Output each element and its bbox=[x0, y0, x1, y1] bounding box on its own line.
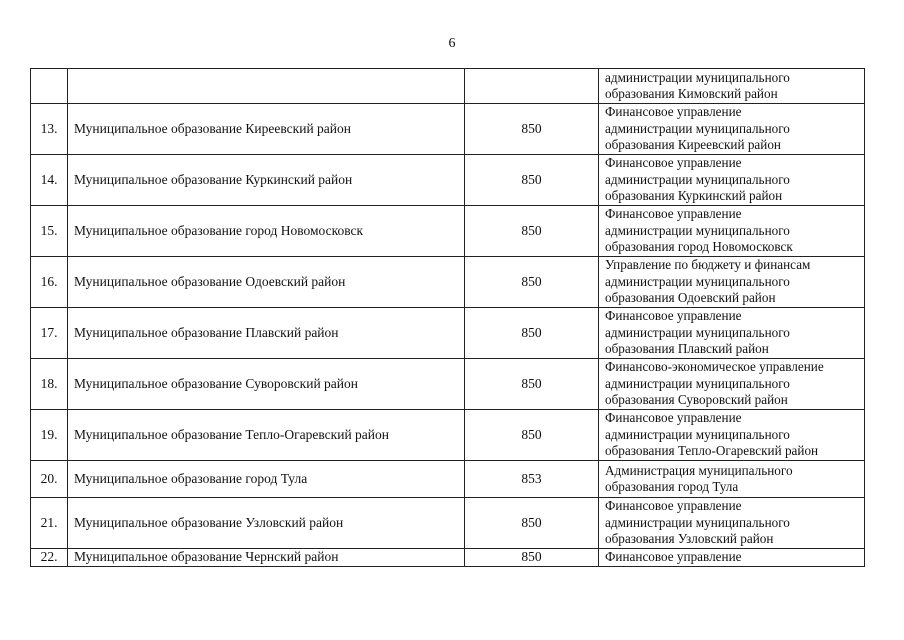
row-number-cell: 18. bbox=[31, 359, 68, 410]
financial-authority-cell bbox=[599, 206, 865, 257]
page-number: 6 bbox=[448, 36, 456, 51]
financial-authority-line: образования Узловский район bbox=[605, 531, 774, 547]
financial-authority-cell bbox=[599, 257, 865, 308]
municipality-name-cell: Муниципальное образование Узловский район bbox=[68, 498, 465, 549]
municipality-name-cell: Муниципальное образование Куркинский район bbox=[68, 155, 465, 206]
financial-authority-line: администрации муниципального bbox=[605, 222, 790, 238]
table-body bbox=[31, 69, 865, 567]
municipality-name-cell: Муниципальное образование Чернский район bbox=[68, 549, 465, 567]
financial-authority-line: Финансово-экономическое управление bbox=[605, 359, 824, 375]
row-number-cell: 15. bbox=[31, 206, 68, 257]
financial-authority-line: образования Суворовский район bbox=[605, 392, 788, 408]
financial-authority-line: Финансовое управление bbox=[605, 410, 742, 426]
financial-authority-line: образования Куркинский район bbox=[605, 188, 783, 204]
admin-code-cell: 850 bbox=[465, 308, 599, 359]
financial-authority-line: образования Кимовский район bbox=[605, 86, 778, 101]
financial-authority-line: администрации муниципального bbox=[605, 273, 790, 289]
financial-authority-line: Финансовое управление bbox=[605, 104, 742, 120]
municipality-name-cell: Муниципальное образование Одоевский район bbox=[68, 257, 465, 308]
table-row bbox=[31, 498, 865, 549]
row-number-cell: 14. bbox=[31, 155, 68, 206]
admin-code-cell: 850 bbox=[465, 104, 599, 155]
admin-code-cell: 853 bbox=[465, 461, 599, 498]
municipality-name-cell: Муниципальное образование Киреевский район bbox=[68, 104, 465, 155]
municipality-name-cell: Муниципальное образование город Тула bbox=[68, 461, 465, 498]
financial-authority-line: Финансовое управление bbox=[605, 155, 742, 171]
table-row bbox=[31, 461, 865, 498]
financial-authority-cell bbox=[599, 155, 865, 206]
financial-authority-line: образования Тепло-Огаревский район bbox=[605, 443, 819, 459]
financial-authority-line: образования Одоевский район bbox=[605, 290, 776, 306]
financial-authority-line: администрации муниципального bbox=[605, 375, 790, 391]
table-row bbox=[31, 69, 865, 104]
financial-authority-line: образования Плавский район bbox=[605, 341, 769, 357]
table-row bbox=[31, 549, 865, 567]
financial-authority-cell bbox=[599, 69, 865, 104]
financial-authority-line: администрации муниципального bbox=[605, 514, 790, 530]
admin-code-cell: 850 bbox=[465, 410, 599, 461]
admin-code-cell: 850 bbox=[465, 549, 599, 567]
financial-authority-line: Финансовое управление bbox=[605, 498, 742, 514]
municipality-name-cell: Муниципальное образование город Новомосковск bbox=[68, 206, 465, 257]
municipality-name-cell: Муниципальное образование Тепло-Огаревский район bbox=[68, 410, 465, 461]
table-row bbox=[31, 104, 865, 155]
table-row bbox=[31, 410, 865, 461]
row-number-cell: 22. bbox=[31, 549, 68, 567]
financial-authority-line: Финансовое управление bbox=[605, 308, 742, 324]
municipality-name-cell: Муниципальное образование Плавский район bbox=[68, 308, 465, 359]
financial-authority-line: администрации муниципального bbox=[605, 426, 790, 442]
financial-authority-line: Финансовое управление bbox=[605, 549, 742, 564]
row-number-cell: 16. bbox=[31, 257, 68, 308]
table-row bbox=[31, 308, 865, 359]
table-row bbox=[31, 359, 865, 410]
row-number-cell bbox=[31, 69, 68, 104]
row-number-cell: 13. bbox=[31, 104, 68, 155]
financial-authority-line: администрации муниципального bbox=[605, 69, 790, 85]
table-row bbox=[31, 155, 865, 206]
municipality-name-cell: Муниципальное образование Суворовский район bbox=[68, 359, 465, 410]
row-number-cell: 20. bbox=[31, 461, 68, 498]
admin-code-cell: 850 bbox=[465, 155, 599, 206]
financial-authority-cell bbox=[599, 461, 865, 498]
admin-code-cell: 850 bbox=[465, 257, 599, 308]
row-number-cell: 19. bbox=[31, 410, 68, 461]
financial-authority-cell bbox=[599, 308, 865, 359]
municipality-name-cell bbox=[68, 69, 465, 104]
financial-authority-line: Финансовое управление bbox=[605, 206, 742, 222]
financial-authority-cell bbox=[599, 359, 865, 410]
financial-authority-cell bbox=[599, 549, 865, 567]
financial-authority-cell bbox=[599, 104, 865, 155]
financial-authority-line: образования город Тула bbox=[605, 479, 739, 494]
financial-authority-cell bbox=[599, 498, 865, 549]
financial-authority-cell bbox=[599, 410, 865, 461]
financial-authority-line: администрации муниципального bbox=[605, 324, 790, 340]
table-row bbox=[31, 206, 865, 257]
table-row bbox=[31, 257, 865, 308]
financial-authority-line: администрации муниципального bbox=[605, 171, 790, 187]
financial-authority-line: Управление по бюджету и финансам bbox=[605, 257, 811, 273]
budget-administrators-table bbox=[30, 68, 865, 567]
financial-authority-line: образования город Новомосковск bbox=[605, 239, 793, 255]
admin-code-cell bbox=[465, 69, 599, 104]
financial-authority-line: Администрация муниципального bbox=[605, 462, 793, 478]
financial-authority-line: администрации муниципального bbox=[605, 120, 790, 136]
row-number-cell: 21. bbox=[31, 498, 68, 549]
row-number-cell: 17. bbox=[31, 308, 68, 359]
admin-code-cell: 850 bbox=[465, 359, 599, 410]
admin-code-cell: 850 bbox=[465, 206, 599, 257]
financial-authority-line: образования Киреевский район bbox=[605, 137, 781, 153]
admin-code-cell: 850 bbox=[465, 498, 599, 549]
